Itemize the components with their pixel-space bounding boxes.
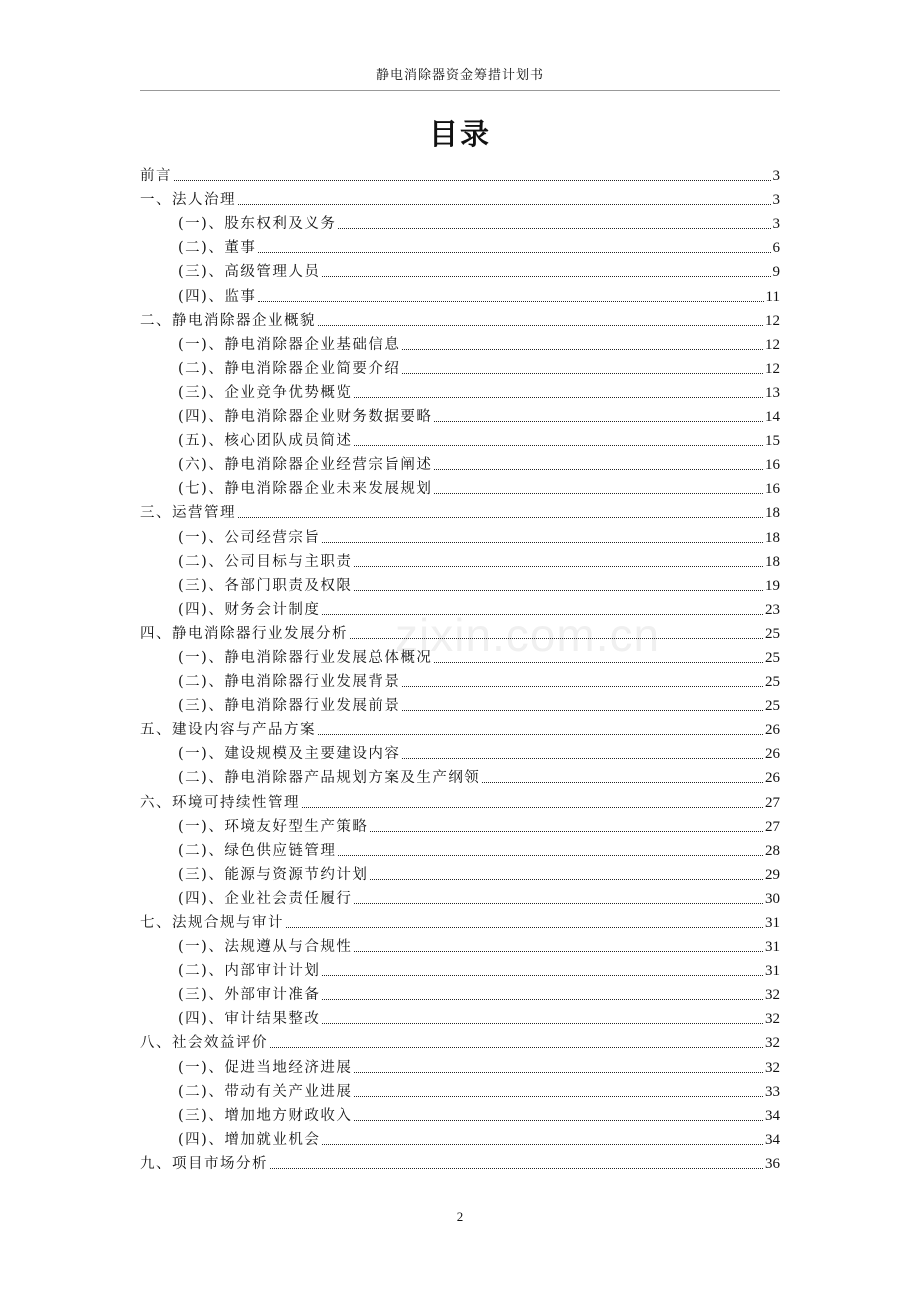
toc-entry-label: (三)、增加地方财政收入 bbox=[178, 1107, 353, 1124]
toc-subentry[interactable] bbox=[140, 257, 780, 281]
toc-entry-page: 26 bbox=[765, 746, 780, 763]
toc-subentry[interactable] bbox=[140, 884, 780, 908]
toc-entry-page: 27 bbox=[765, 818, 780, 835]
toc-subentry[interactable] bbox=[140, 980, 780, 1004]
dot-leader bbox=[434, 469, 763, 470]
toc-entry-page: 32 bbox=[765, 1035, 780, 1052]
dot-leader bbox=[322, 999, 763, 1000]
dot-leader bbox=[270, 1168, 763, 1169]
dot-leader bbox=[258, 252, 770, 253]
toc-subentry[interactable] bbox=[140, 402, 780, 426]
toc-entry-page: 25 bbox=[765, 698, 780, 715]
toc-entry-page: 12 bbox=[765, 360, 780, 377]
dot-leader bbox=[322, 276, 770, 277]
toc-entry-page: 36 bbox=[765, 1155, 780, 1172]
toc-entry-label: 六、环境可持续性管理 bbox=[140, 794, 300, 811]
toc-entry-page: 34 bbox=[765, 1107, 780, 1124]
toc-entry-label: (三)、静电消除器行业发展前景 bbox=[178, 698, 401, 715]
page-number: 2 bbox=[456, 1209, 464, 1224]
toc-subentry[interactable] bbox=[140, 330, 780, 354]
toc-subentry[interactable] bbox=[140, 378, 780, 402]
toc-subentry[interactable] bbox=[140, 1052, 780, 1076]
toc-entry[interactable] bbox=[140, 908, 780, 932]
dot-leader bbox=[354, 445, 763, 446]
dot-leader bbox=[354, 1120, 763, 1121]
toc-subentry[interactable] bbox=[140, 860, 780, 884]
toc-entry-label: (一)、静电消除器企业基础信息 bbox=[178, 336, 401, 353]
toc-entry-label: 三、运营管理 bbox=[140, 505, 236, 522]
toc-entry-page: 25 bbox=[765, 674, 780, 691]
toc-subentry[interactable] bbox=[140, 547, 780, 571]
toc-subentry[interactable] bbox=[140, 932, 780, 956]
dot-leader bbox=[370, 879, 763, 880]
dot-leader bbox=[370, 831, 763, 832]
toc-subentry[interactable] bbox=[140, 595, 780, 619]
toc-entry-page: 23 bbox=[765, 601, 780, 618]
toc-entry-label: (四)、财务会计制度 bbox=[178, 601, 321, 618]
toc-entry-page: 3 bbox=[772, 192, 780, 209]
toc-entry-label: (六)、静电消除器企业经营宗旨阐述 bbox=[178, 457, 433, 474]
toc-subentry[interactable] bbox=[140, 836, 780, 860]
toc-entry[interactable] bbox=[140, 161, 780, 185]
dot-leader bbox=[434, 662, 763, 663]
toc-entry-label: (四)、监事 bbox=[178, 288, 257, 305]
toc-entry-label: 前言 bbox=[140, 168, 172, 185]
toc-entry[interactable] bbox=[140, 498, 780, 522]
dot-leader bbox=[238, 517, 763, 518]
toc-entry-label: (二)、绿色供应链管理 bbox=[178, 842, 337, 859]
toc-entry-page: 3 bbox=[772, 216, 780, 233]
dot-leader bbox=[322, 542, 763, 543]
toc-subentry[interactable] bbox=[140, 667, 780, 691]
toc-subentry[interactable] bbox=[140, 522, 780, 546]
toc-subentry[interactable] bbox=[140, 1077, 780, 1101]
toc-entry-page: 11 bbox=[765, 288, 780, 305]
toc-subentry[interactable] bbox=[140, 739, 780, 763]
dot-leader bbox=[174, 180, 771, 181]
toc-entry-page: 18 bbox=[765, 553, 780, 570]
toc-subentry[interactable] bbox=[140, 643, 780, 667]
running-header: 静电消除器资金筹措计划书 bbox=[375, 68, 544, 83]
toc-subentry[interactable] bbox=[140, 1004, 780, 1028]
dot-leader bbox=[354, 397, 763, 398]
toc-entry-page: 15 bbox=[765, 433, 780, 450]
toc-entry-label: 八、社会效益评价 bbox=[140, 1035, 268, 1052]
toc-entry-label: (七)、静电消除器企业未来发展规划 bbox=[178, 481, 433, 498]
toc-entry-page: 28 bbox=[765, 842, 780, 859]
dot-leader bbox=[354, 590, 763, 591]
header-divider bbox=[140, 90, 780, 91]
dot-leader bbox=[338, 228, 770, 229]
toc-entry-page: 34 bbox=[765, 1131, 780, 1148]
toc-entry-label: 九、项目市场分析 bbox=[140, 1155, 268, 1172]
toc-entry-page: 32 bbox=[765, 1059, 780, 1076]
toc-subentry[interactable] bbox=[140, 1101, 780, 1125]
toc-entry-page: 33 bbox=[765, 1083, 780, 1100]
toc-entry-label: (一)、环境友好型生产策略 bbox=[178, 818, 369, 835]
toc-entry-label: (二)、静电消除器企业简要介绍 bbox=[178, 360, 401, 377]
toc-entry-label: (二)、董事 bbox=[178, 240, 257, 257]
toc-entry[interactable] bbox=[140, 1028, 780, 1052]
toc-entry-page: 26 bbox=[765, 722, 780, 739]
toc-entry-page: 19 bbox=[765, 577, 780, 594]
toc-entry-page: 18 bbox=[765, 505, 780, 522]
toc-entry-page: 18 bbox=[765, 529, 780, 546]
toc-entry-page: 12 bbox=[765, 336, 780, 353]
toc-entry-page: 27 bbox=[765, 794, 780, 811]
dot-leader bbox=[238, 204, 771, 205]
dot-leader bbox=[302, 807, 763, 808]
toc-entry-page: 31 bbox=[765, 963, 780, 980]
toc-entry-label: (一)、建设规模及主要建设内容 bbox=[178, 746, 401, 763]
toc-entry-page: 6 bbox=[772, 240, 780, 257]
toc-entry-label: 七、法规合规与审计 bbox=[140, 915, 284, 931]
dot-leader bbox=[350, 638, 763, 639]
dot-leader bbox=[354, 1072, 763, 1073]
toc-subentry[interactable] bbox=[140, 691, 780, 715]
toc-subentry[interactable] bbox=[140, 281, 780, 305]
dot-leader bbox=[322, 1023, 763, 1024]
toc-entry-label: (二)、内部审计计划 bbox=[178, 963, 321, 980]
toc-subentry[interactable] bbox=[140, 354, 780, 378]
toc-entry[interactable] bbox=[140, 1149, 780, 1173]
watermark: zixin.com.cn bbox=[395, 609, 661, 661]
toc-entry-label: (四)、静电消除器企业财务数据要略 bbox=[178, 409, 433, 426]
toc-entry-label: (一)、促进当地经济进展 bbox=[178, 1059, 353, 1076]
toc-entry-label: 四、静电消除器行业发展分析 bbox=[140, 625, 348, 642]
toc-entry-label: (三)、企业竞争优势概览 bbox=[178, 384, 353, 401]
toc-entry-label: (三)、各部门职责及权限 bbox=[178, 577, 353, 594]
dot-leader bbox=[322, 614, 763, 615]
toc-entry-page: 26 bbox=[765, 770, 780, 787]
dot-leader bbox=[322, 975, 763, 976]
toc-subentry[interactable] bbox=[140, 1125, 780, 1149]
dot-leader bbox=[402, 686, 763, 687]
toc-subentry[interactable] bbox=[140, 233, 780, 257]
dot-leader bbox=[354, 903, 763, 904]
toc-entry-page: 14 bbox=[765, 409, 780, 426]
dot-leader bbox=[434, 421, 763, 422]
toc-entry-label: (一)、法规遵从与合规性 bbox=[178, 939, 353, 956]
page-title: 目录 bbox=[428, 117, 491, 151]
dot-leader bbox=[402, 349, 763, 350]
toc-entry-label: (五)、核心团队成员简述 bbox=[178, 433, 353, 450]
toc-entry-page: 16 bbox=[765, 457, 780, 474]
toc-entry-label: (一)、静电消除器行业发展总体概况 bbox=[178, 649, 433, 666]
dot-leader bbox=[322, 1144, 763, 1145]
toc-subentry[interactable] bbox=[140, 209, 780, 233]
toc-entry-label: (三)、能源与资源节约计划 bbox=[178, 866, 369, 883]
toc-entry-label: (二)、静电消除器产品规划方案及生产纲领 bbox=[178, 770, 481, 787]
toc-entry-label: (四)、增加就业机会 bbox=[178, 1131, 321, 1148]
toc-entry-label: (四)、企业社会责任履行 bbox=[178, 890, 353, 907]
toc-subentry[interactable] bbox=[140, 426, 780, 450]
toc-entry-label: (二)、静电消除器行业发展背景 bbox=[178, 674, 401, 691]
toc-subentry[interactable] bbox=[140, 474, 780, 498]
dot-leader bbox=[354, 566, 763, 567]
toc-entry[interactable] bbox=[140, 185, 780, 209]
dot-leader bbox=[354, 951, 763, 952]
toc-entry[interactable] bbox=[140, 619, 780, 643]
toc-entry-page: 31 bbox=[765, 939, 780, 956]
toc-entry-label: (三)、外部审计准备 bbox=[178, 987, 321, 1004]
toc-entry-label: 一、法人治理 bbox=[140, 192, 236, 209]
toc-entry-page: 3 bbox=[772, 168, 780, 185]
toc-entry-page: 31 bbox=[765, 915, 780, 931]
dot-leader bbox=[354, 1096, 763, 1097]
toc-entry-page: 25 bbox=[765, 625, 780, 642]
toc-entry[interactable] bbox=[140, 306, 780, 330]
toc-entry-page: 32 bbox=[765, 1011, 780, 1028]
toc-entry-page: 16 bbox=[765, 481, 780, 498]
toc-entry-label: (二)、公司目标与主职责 bbox=[178, 553, 353, 570]
toc-entry-label: (一)、股东权利及义务 bbox=[178, 216, 337, 233]
toc-subentry[interactable] bbox=[140, 956, 780, 980]
toc-entry-page: 25 bbox=[765, 649, 780, 666]
dot-leader bbox=[434, 493, 763, 494]
toc-entry-label: 二、静电消除器企业概貌 bbox=[140, 312, 316, 329]
toc-entry-label: (三)、高级管理人员 bbox=[178, 264, 321, 281]
toc-entry-label: (四)、审计结果整改 bbox=[178, 1011, 321, 1028]
toc-entry-page: 30 bbox=[765, 890, 780, 907]
toc-subentry[interactable] bbox=[140, 812, 780, 836]
toc-entry-label: 五、建设内容与产品方案 bbox=[140, 722, 316, 739]
toc-entry[interactable] bbox=[140, 787, 780, 811]
dot-leader bbox=[482, 782, 763, 783]
dot-leader bbox=[402, 758, 763, 759]
toc-subentry[interactable] bbox=[140, 571, 780, 595]
toc-entry-page: 13 bbox=[765, 384, 780, 401]
toc-subentry[interactable] bbox=[140, 763, 780, 787]
toc-entry-page: 9 bbox=[772, 264, 780, 281]
dot-leader bbox=[286, 927, 763, 928]
dot-leader bbox=[402, 373, 763, 374]
dot-leader bbox=[402, 710, 763, 711]
toc-subentry[interactable] bbox=[140, 450, 780, 474]
toc-entry-label: (二)、带动有关产业进展 bbox=[178, 1083, 353, 1100]
dot-leader bbox=[258, 301, 763, 302]
toc-entry-label: (一)、公司经营宗旨 bbox=[178, 529, 321, 546]
table-of-contents bbox=[140, 161, 780, 1173]
toc-entry-page: 12 bbox=[765, 312, 780, 329]
dot-leader bbox=[318, 734, 763, 735]
toc-entry-page: 32 bbox=[765, 987, 780, 1004]
dot-leader bbox=[318, 325, 763, 326]
toc-entry-page: 29 bbox=[765, 866, 780, 883]
dot-leader bbox=[338, 855, 763, 856]
toc-entry[interactable] bbox=[140, 715, 780, 739]
dot-leader bbox=[270, 1047, 763, 1048]
